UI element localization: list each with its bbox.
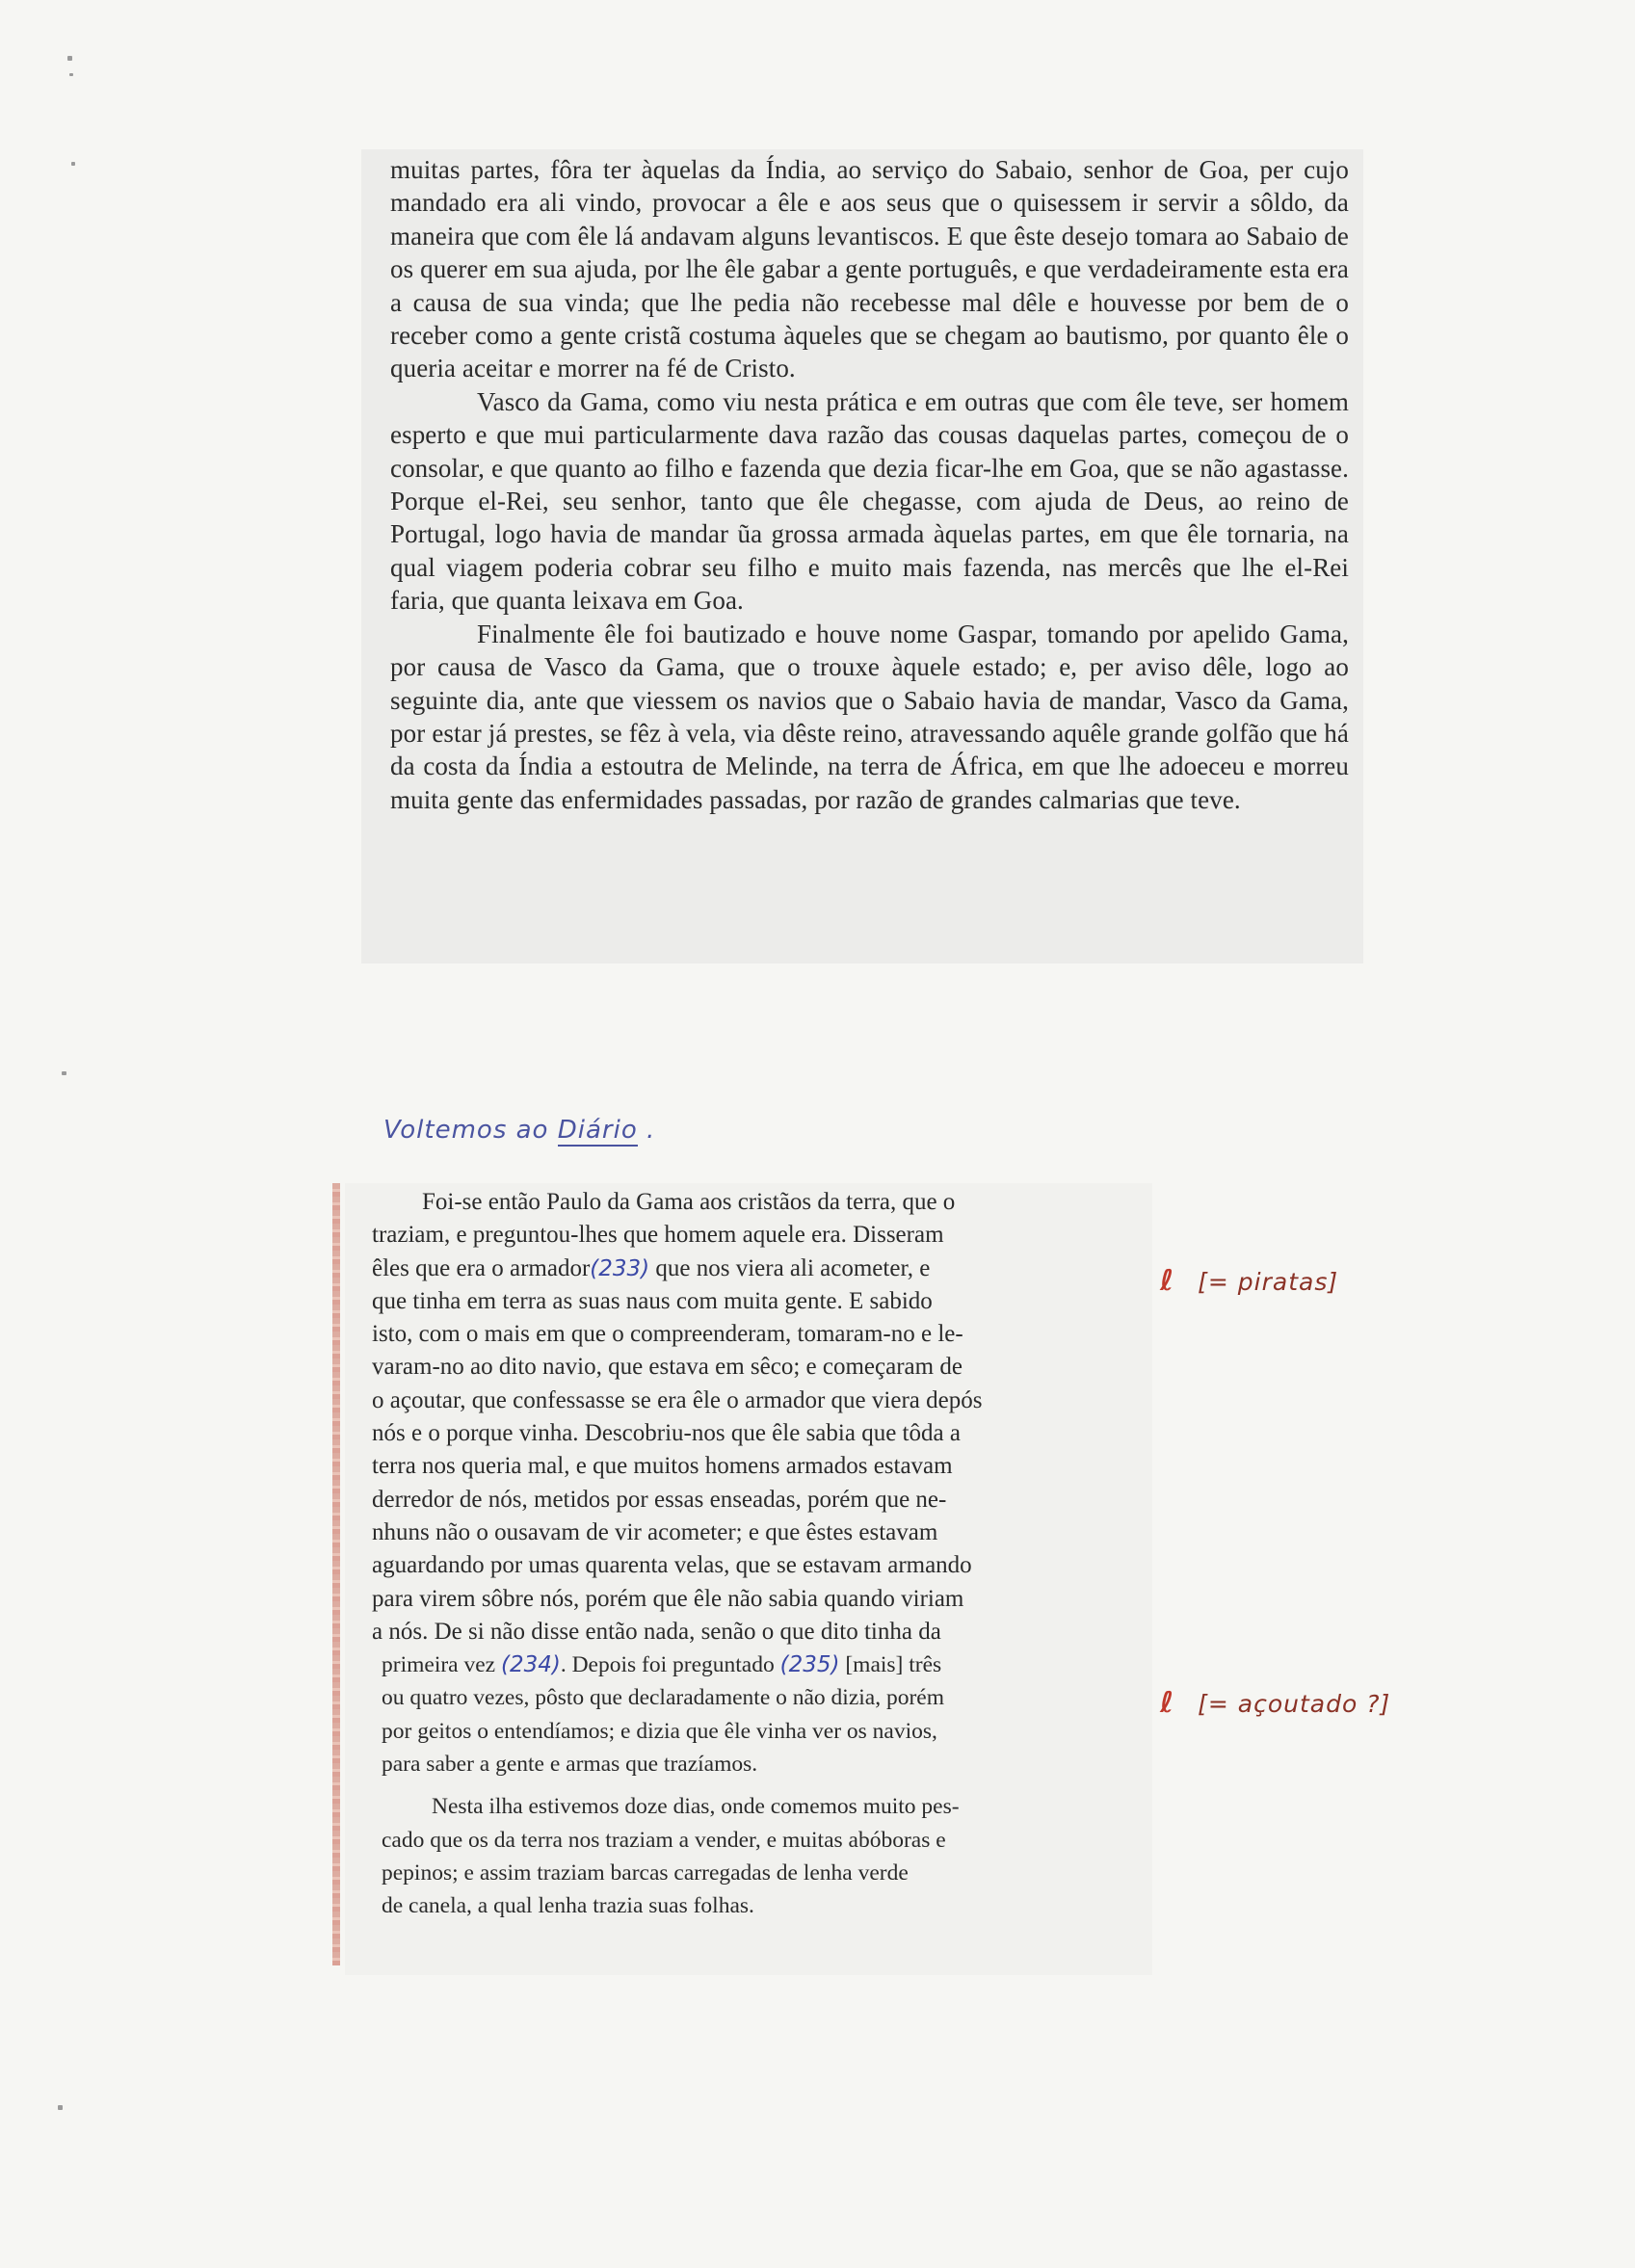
text-line [372,1681,1123,1714]
text-line [372,1417,1123,1450]
last-paragraph [372,1790,1152,1922]
top-text-clipping [361,149,1363,963]
text-line [372,1285,1123,1318]
heading-text: Voltemos ao [383,1116,549,1145]
text-line [372,1450,1123,1483]
text-span [382,1648,941,1681]
text-span: derredor de nós, metidos por essas enseadas, porém que ne- [372,1486,947,1513]
text-line [372,1186,1123,1219]
paragraph: Vasco da Gama, como viu nesta prática e em outras que com êle teve, ser homem esperto e que mui particularmente dava razão das cousas daquelas partes, começou de o consolar, e que quanto ao filho e fazenda que dezia ficar-lhe em Goa, que se não agastasse. Porque el-Rei, seu senhor, tanto que êle chegasse, com ajuda de Deus, ao reino de Portugal, logo havia de mandar ũa grossa armada àquelas partes, em que êle tornaria, na qual viagem poderia cobrar seu filho e muito mais fazenda, nas mercês que lhe el-Rei faria, que quanta leixava em Goa. [390,386,1349,616]
correction-mark: ℓ [1160,1686,1175,1720]
footnote-ref-235: (235) [779,1652,840,1678]
bottom-text-clipping [345,1183,1152,1975]
text-span: traziam, e preguntou-lhes que homem aquele era. Disseram [372,1222,944,1249]
heading-dot: . [646,1116,656,1145]
text-span: primeira vez [382,1652,496,1678]
text-line [372,1351,1123,1384]
text-span: varam-no ao dito navio, que estava em sêco; e começaram de [372,1354,963,1381]
text-line [372,1889,1123,1922]
scan-speck [62,1071,66,1075]
text-line [372,1318,1123,1351]
text-line [372,1385,1123,1417]
text-span: aguardando por umas quarenta velas, que se estavam armando [372,1552,972,1579]
text-span: nós e o porque vinha. Descobriu-nos que êle sabia que tôda a [372,1420,961,1447]
text-line [372,1824,1123,1857]
heading-underlined-text: Diário [557,1116,638,1145]
text-span: para virem sôbre nós, porém que êle não sabia quando viriam [372,1585,964,1612]
scan-speck [71,162,75,166]
scan-speck [69,73,73,76]
text-line [372,1253,1123,1285]
text-line [372,1648,1123,1681]
text-span: de canela, a qual lenha trazia suas folhas. [382,1893,754,1919]
footnote-ref-234: (234) [500,1652,561,1678]
margin-note-text: [= açoutado ?] [1198,1690,1391,1718]
text-line [372,1484,1123,1516]
text-line [372,1790,1123,1823]
text-line [372,1516,1123,1549]
text-span: Foi-se então Paulo da Gama aos cristãos da terra, que o [422,1189,956,1215]
correction-mark: ℓ [1160,1264,1175,1298]
text-span: pepinos; e assim traziam barcas carregadas de lenha verde [382,1859,909,1886]
text-span [372,1253,930,1285]
text-span: Nesta ilha estivemos doze dias, onde comemos muito pes- [432,1794,960,1820]
margin-note-text: [= piratas] [1198,1268,1339,1296]
text-span: cado que os da terra nos traziam a vender, e muitas abóboras e [382,1827,946,1853]
text-line [372,1219,1123,1252]
text-line [372,1616,1123,1648]
text-span: o açoutar, que confessasse se era êle o armador que viera depós [372,1386,983,1413]
paragraph: muitas partes, fôra ter àquelas da Índia, ao serviço do Sabaio, senhor de Goa, per cujo mandado era ali vindo, provocar a êle e aos seus que o quisessem ir servir a sôldo, da maneira que com êle lá andavam alguns levantiscos. E que êste desejo tomara ao Sabaio de os querer em sua ajuda, por lhe êle gabar a gente português, e que verdadeiramente esta era a causa de sua vinda; que lhe pedia não recebesse mal dêle e houvesse por bem de o receber como a gente cristã costuma àqueles que se chegam ao bautismo, por quanto êle o queria aceitar e morrer na fé de Cristo. [390,155,1349,383]
text-line [372,1715,1123,1748]
text-span: [mais] três [839,1652,942,1678]
text-line [372,1583,1123,1616]
text-span: isto, com o mais em que o compreenderam, tomaram-no e le- [372,1321,963,1348]
handwritten-heading [383,1116,655,1145]
footnote-ref-233: (233) [590,1255,650,1281]
margin-note-acoutado [1160,1686,1390,1720]
text-span: que tinha em terra as suas naus com muita gente. E sabido [372,1287,933,1314]
text-line [372,1857,1123,1889]
text-span: . Depois foi preguntado [560,1652,775,1678]
text-span: que nos viera ali acometer, e [649,1254,931,1281]
text-span: por geitos o entendíamos; e dizia que êle vinha ver os navios, [382,1718,937,1744]
text-line [372,1549,1123,1582]
paragraph: Finalmente êle foi bautizado e houve nome Gaspar, tomando por apelido Gama, por causa de Vasco da Gama, que o trouxe àquele estado; e, per aviso dêle, logo ao seguinte dia, ante que viessem os navios que o Sabaio havia de mandar, Vasco da Gama, por estar já prestes, se fêz à vela, via dêste reino, atravessando aquêle grande golfão que há da costa da Índia a estoutra de Melinde, na terra de África, em que lhe adoeceu e morreu muita gente das enfermidades passadas, por razão de grandes calmarias que teve. [390,619,1349,814]
margin-note-piratas [1160,1264,1338,1298]
text-span: êles que era o armador [372,1254,591,1281]
scan-speck [67,56,72,61]
text-span: nhuns não o ousavam de vir acometer; e que êstes estavam [372,1518,938,1545]
red-margin-line [332,1183,340,1965]
text-span: para saber a gente e armas que trazíamos. [382,1752,758,1778]
text-span: a nós. De si não disse então nada, senão o que dito tinha da [372,1618,941,1645]
text-span: terra nos queria mal, e que muitos homens armados estavam [372,1453,953,1480]
text-span: ou quatro vezes, pôsto que declaradamente o não dizia, porém [382,1685,945,1711]
text-line [372,1748,1123,1780]
scan-speck [58,2105,63,2110]
